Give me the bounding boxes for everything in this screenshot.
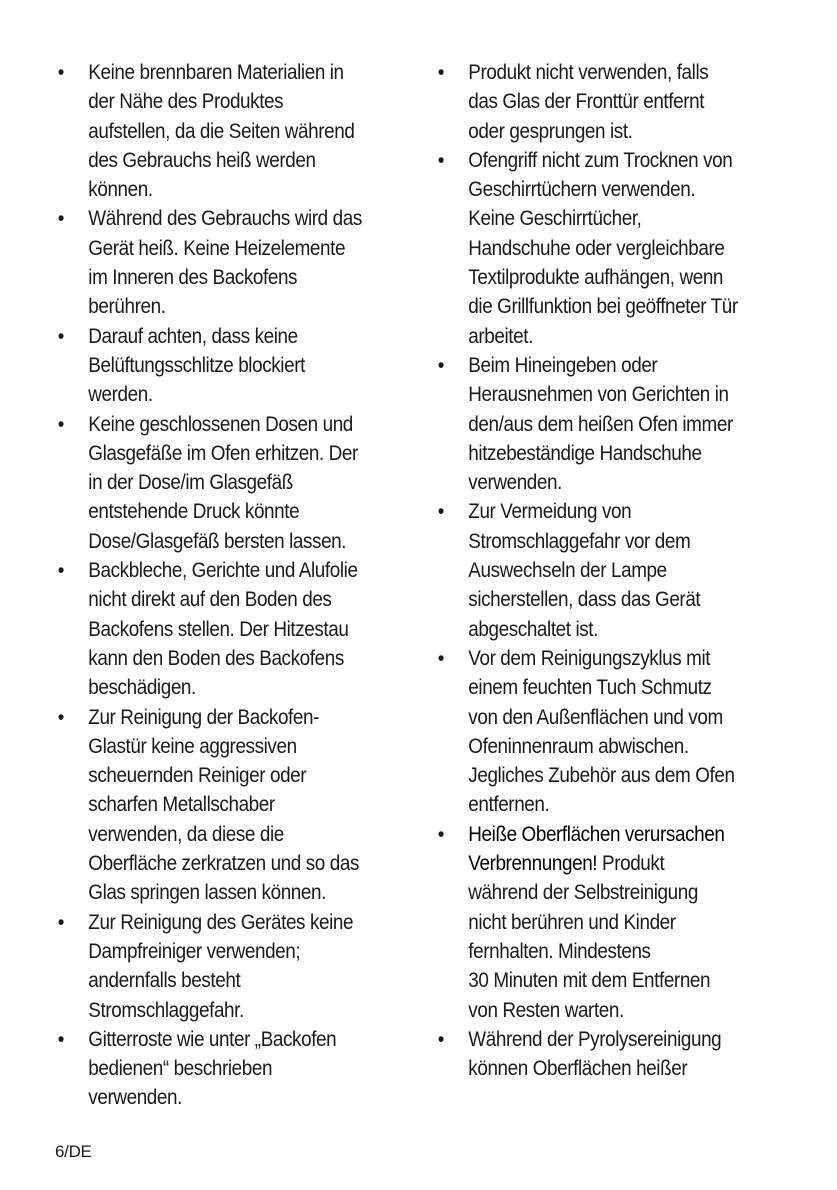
line: entstehende Druck könnte [88,500,300,524]
line: werden. [88,383,153,407]
warning-line: Heiße Oberflächen verursachen [468,822,725,846]
list-item [55,58,448,204]
line: abgeschaltet ist. [468,617,598,641]
line: von den Außenflächen und vom [468,705,723,729]
line: Dampfreiniger verwenden; [88,939,301,963]
line: nicht berühren und Kinder [468,910,676,934]
bullet-icon: • [57,559,64,583]
line: Darauf achten, dass keine [88,324,298,348]
list-item [55,410,448,556]
line: fernhalten. Mindestens [468,939,651,963]
line: die Grillfunktion bei geöffneter Tür [468,295,738,319]
line: aufstellen, da die Seiten während [88,119,355,143]
line: kann den Boden des Backofens [88,646,344,670]
bullet-icon: • [57,1027,64,1051]
line: können. [88,178,153,202]
bullet-icon: • [57,705,64,729]
line: Keine geschlossenen Dosen und [88,412,353,436]
line: verwenden. [88,1086,182,1110]
list-item [55,556,448,702]
line: während der Selbstreinigung [468,881,698,905]
bullet-icon: • [437,61,444,84]
line: entfernen. [468,793,550,817]
bullet-icon: • [57,61,64,84]
line: Während des Gebrauchs wird das [88,207,362,231]
line: Zur Reinigung des Gerätes keine [88,910,354,934]
line: hitzebeständige Handschuhe [468,441,702,465]
list-item [55,703,448,908]
list-item [435,351,828,497]
line: beschädigen. [88,676,196,700]
bullet-icon: • [57,412,64,436]
list-item [435,644,828,820]
bullet-icon: • [437,822,444,846]
line: können Oberflächen heißer [468,1057,688,1081]
line: berühren. [88,295,166,319]
line: in der Dose/im Glasgefäß [88,471,293,495]
bullet-icon: • [437,500,444,524]
list-item [435,497,828,643]
line: Auswechseln der Lampe [468,559,667,583]
list-item [55,1025,448,1113]
line: Zur Reinigung der Backofen- [88,705,319,729]
line: Ofeninnenraum abwischen. [468,734,689,758]
list-item [435,1025,828,1084]
line: das Glas der Fronttür entfernt [468,90,705,114]
line: Herausnehmen von Gerichten in [468,383,729,407]
line: Jegliches Zubehör aus dem Ofen [468,764,735,788]
line: Produkt [597,852,665,876]
line: Glas springen lassen können. [88,881,326,905]
list-item [55,322,448,410]
line: Keine Geschirrtücher, [468,207,642,231]
line: nicht direkt auf den Boden des [88,588,332,612]
bullet-icon: • [57,207,64,231]
line: verwenden. [468,471,562,495]
line: Glastür keine aggressiven [88,734,297,758]
line: Keine brennbaren Materialien in [88,61,344,84]
list-item [55,908,448,1025]
line: Textilprodukte aufhängen, wenn [468,266,724,290]
page-number: 6/DE [55,1142,92,1161]
line: scheuernden Reiniger oder [88,764,307,788]
bullet-icon: • [57,324,64,348]
line: Vor dem Reinigungszyklus mit [468,646,711,670]
list-item [435,146,828,351]
line: Stromschlaggefahr vor dem [468,529,691,553]
line: Stromschlaggefahr. [88,998,244,1022]
line: arbeitet. [468,324,533,348]
line: einem feuchten Tuch Schmutz [468,676,712,700]
line: der Nähe des Produktes [88,90,284,114]
line: Produkt nicht verwenden, falls [468,61,709,84]
left-column [55,58,415,1113]
line: Beim Hineingeben oder [468,353,658,377]
line: scharfen Metallschaber [88,793,275,817]
line: von Resten warten. [468,998,624,1022]
list-item [435,58,828,146]
line: Glasgefäße im Ofen erhitzen. Der [88,441,358,465]
line: 30 Minuten mit dem Entfernen [468,969,711,993]
bullet-icon: • [57,910,64,934]
line: bedienen“ beschrieben [88,1057,273,1081]
line: Oberfläche zerkratzen und so das [88,852,360,876]
bullet-icon: • [437,148,444,172]
line: Dose/Glasgefäß bersten lassen. [88,529,347,553]
line: verwenden, da diese die [88,822,284,846]
line: Handschuhe oder vergleichbare [468,236,725,260]
line: Während der Pyrolysereinigung [468,1027,722,1051]
warning-line: Verbrennungen! [468,852,598,876]
right-column [435,58,795,1083]
line: sicherstellen, dass das Gerät [468,588,701,612]
line: andernfalls besteht [88,969,241,993]
line: Geschirrtüchern verwenden. [468,178,696,202]
line: Zur Vermeidung von [468,500,632,524]
line: des Gebrauchs heiß werden [88,148,316,172]
line: Gitterroste wie unter „Backofen [88,1027,337,1051]
bullet-icon: • [437,646,444,670]
line: oder gesprungen ist. [468,119,633,143]
line: Backofens stellen. Der Hitzestau [88,617,349,641]
bullet-icon: • [437,1027,444,1051]
line: den/aus dem heißen Ofen immer [468,412,733,436]
line: Gerät heiß. Keine Heizelemente [88,236,346,260]
line: Backbleche, Gerichte und Alufolie [88,559,358,583]
bullet-icon: • [437,353,444,377]
line: im Inneren des Backofens [88,266,298,290]
line: Ofengriff nicht zum Trocknen von [468,148,733,172]
line: Belüftungsschlitze blockiert [88,353,305,377]
list-item [435,820,828,1025]
list-item [55,204,448,321]
